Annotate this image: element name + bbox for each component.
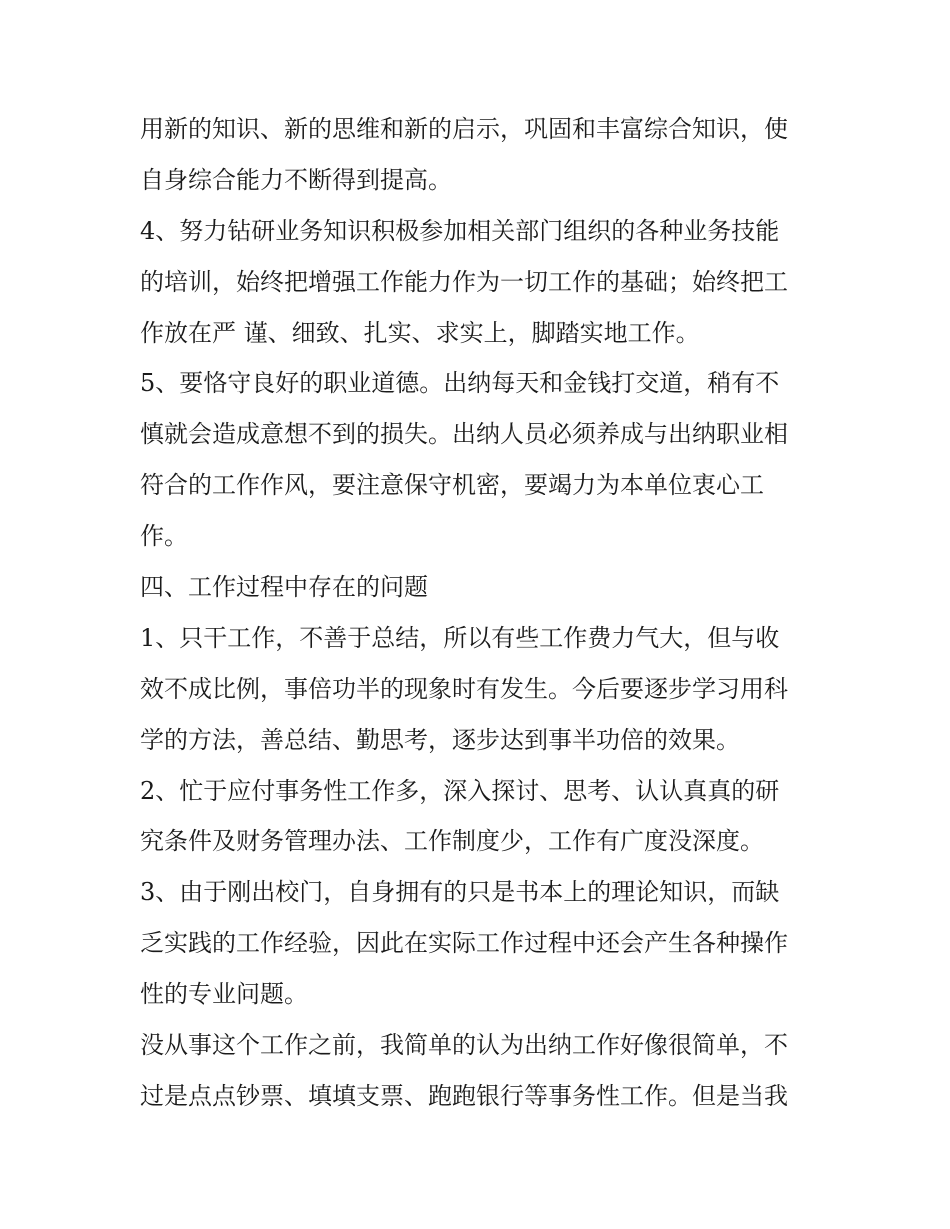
text-line: 作。 [140, 522, 188, 551]
text-line: 符合的工作作风，要注意保守机密，要竭力为本单位衷心工 [140, 471, 764, 500]
text-line: 自身综合能力不断得到提高。 [140, 165, 452, 194]
text-line: 1、只干工作，不善于总结，所以有些工作费力气大，但与收 [140, 623, 780, 652]
text-line: 5、要恪守良好的职业道德。出纳每天和金钱打交道，稍有不 [140, 369, 780, 398]
document-body [140, 104, 815, 1122]
text-line: 作放在严 谨、细致、扎实、求实上，脚踏实地工作。 [140, 318, 700, 347]
text-line: 性的专业问题。 [140, 980, 308, 1009]
text-line: 没从事这个工作之前，我简单的认为出纳工作好像很简单，不 [140, 1031, 788, 1060]
text-line: 究条件及财务管理办法、工作制度少，工作有广度没深度。 [140, 827, 764, 856]
text-line: 3、由于刚出校门，自身拥有的只是书本上的理论知识，而缺 [140, 878, 780, 907]
text-line: 学的方法，善总结、勤思考，逐步达到事半功倍的效果。 [140, 725, 740, 754]
text-line: 过是点点钞票、填填支票、跑跑银行等事务性工作。但是当我 [140, 1081, 788, 1110]
text-line: 2、忙于应付事务性工作多，深入探讨、思考、认认真真的研 [140, 776, 780, 805]
section-heading: 四、工作过程中存在的问题 [140, 573, 428, 602]
text-line: 效不成比例，事倍功半的现象时有发生。今后要逐步学习用科 [140, 674, 788, 703]
text-line: 用新的知识、新的思维和新的启示，巩固和丰富综合知识，使 [140, 115, 788, 143]
text-line: 乏实践的工作经验，因此在实际工作过程中还会产生各种操作 [140, 929, 788, 958]
text-line: 的培训，始终把增强工作能力作为一切工作的基础；始终把工 [140, 267, 788, 296]
text-line: 慎就会造成意想不到的损失。出纳人员必须养成与出纳职业相 [140, 420, 788, 449]
text-line: 4、努力钻研业务知识积极参加相关部门组织的各种业务技能 [140, 216, 780, 245]
